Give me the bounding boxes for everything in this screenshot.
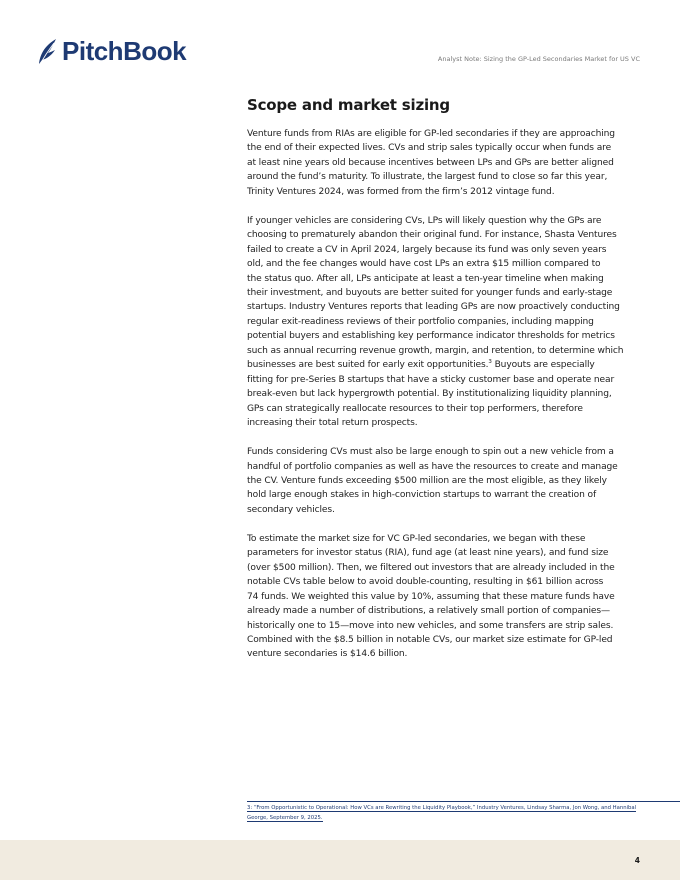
- text-line: startups. Industry Ventures reports that leading GPs are now proactively conducting: [247, 302, 620, 313]
- footnote-ref-3[interactable]: 3: [488, 359, 492, 366]
- text-line: To estimate the market size for VC GP-led secondaries, we began with these: [247, 533, 586, 544]
- footer-band: [0, 840, 680, 880]
- text-line: the end of their expected lives. CVs and strip sales typically occur when funds are: [247, 143, 612, 154]
- text-line: break-even but lack hypergrowth potential. By institutionalizing liquidity planning,: [247, 389, 612, 400]
- text-line: fitting for pre-Series B startups that have a sticky customer base and operate near: [247, 374, 615, 385]
- footnote-divider: [247, 801, 680, 802]
- paragraph-2: [247, 214, 643, 431]
- text-line: handful of portfolio companies as well as have the resources to create and manage: [247, 461, 618, 472]
- text-line: already made a number of distributions, a relatively small portion of companies—: [247, 606, 610, 617]
- text-line: hold large enough stakes in high-conviction startups to warrant the creation of: [247, 490, 597, 501]
- text-line: the CV. Venture funds exceeding $500 million are the most eligible, as they likely: [247, 475, 607, 486]
- text-line: Trinity Ventures 2024, was formed from the firm’s 2012 vintage fund.: [247, 186, 555, 197]
- text-line: such as annual recurring revenue growth, margin, and retention, to determine which: [247, 345, 624, 356]
- text-line: 74 funds. We weighted this value by 10%, assuming that these mature funds have: [247, 591, 615, 602]
- text-line: Venture funds from RIAs are eligible for GP-led secondaries if they are approaching: [247, 129, 615, 139]
- paragraph-4: [247, 532, 643, 662]
- running-header: Analyst Note: Sizing the GP-Led Secondaries Market for US VC: [437, 55, 640, 63]
- text-line: If younger vehicles are considering CVs, LPs will likely question why the GPs are: [247, 215, 602, 226]
- text-line: around the fund’s maturity. To illustrate, the largest fund to close so far this year,: [247, 172, 608, 183]
- pitchbook-feather-icon: [36, 37, 58, 65]
- footnote-3[interactable]: [247, 803, 647, 823]
- text-line: (over $500 million). Then, we filtered out investors that are already included in the: [247, 562, 615, 573]
- footnote-link-text[interactable]: 3: “From Opportunistic to Operational: How VCs are Rewriting the Liquidity Playbook,” Industry Ventures, Lindsay Sharma, Jon Wong, and Hannibal: [247, 805, 637, 811]
- text-line: Funds considering CVs must also be large enough to spin out a new vehicle from a: [247, 447, 614, 458]
- text-fragment: Buyouts are especially: [491, 360, 595, 371]
- pitchbook-logo: [36, 36, 186, 66]
- text-line: secondary vehicles.: [247, 504, 335, 515]
- text-line: choosing to prematurely abandon their original fund. For instance, Shasta Ventures: [247, 230, 617, 241]
- text-line: the status quo. After all, LPs anticipate at least a ten-year timeline when making: [247, 273, 604, 284]
- text-line: historically one to 15—move into new vehicles, and some transfers are strip sales.: [247, 620, 614, 631]
- text-line: parameters for investor status (RIA), fund age (at least nine years), and fund size: [247, 548, 609, 559]
- text-line: at least nine years old because incentives between LPs and GPs are better aligned: [247, 157, 614, 168]
- footnote-link-text[interactable]: George, September 9, 2025.: [247, 815, 323, 821]
- text-line: old, and the fee changes would have cost LPs an extra $15 million compared to: [247, 259, 601, 270]
- text-line: failed to create a CV in April 2024, largely because its fund was only seven years: [247, 244, 607, 255]
- text-line: Combined with the $8.5 billion in notable CVs, our market size estimate for GP-led: [247, 635, 613, 645]
- footnote-line: [247, 813, 647, 823]
- page-number: 4: [634, 856, 640, 865]
- text-line: GPs can strategically reallocate resources to their top performers, therefore: [247, 403, 583, 414]
- footnote-line: [247, 803, 647, 813]
- text-line: their investment, and buyouts are better suited for younger funds and early-stage: [247, 288, 613, 299]
- paragraph-1: [247, 127, 643, 199]
- text-line-with-footnote-ref: [247, 358, 643, 372]
- section-title: Scope and market sizing: [247, 96, 450, 114]
- paragraph-3: [247, 445, 643, 517]
- text-fragment: businesses are best suited for early exit opportunities.: [247, 360, 489, 371]
- text-line: regular exit-readiness reviews of their portfolio companies, including mapping: [247, 316, 594, 327]
- text-line: notable CVs table below to avoid double-counting, resulting in $61 billion across: [247, 577, 604, 588]
- text-line: venture secondaries is $14.6 billion.: [247, 649, 408, 660]
- logo-wordmark: PitchBook: [62, 35, 187, 66]
- main-content: [247, 96, 643, 676]
- text-line: potential buyers and establishing key performance indicator thresholds for metrics: [247, 331, 615, 342]
- text-line: increasing their total return prospects.: [247, 418, 418, 429]
